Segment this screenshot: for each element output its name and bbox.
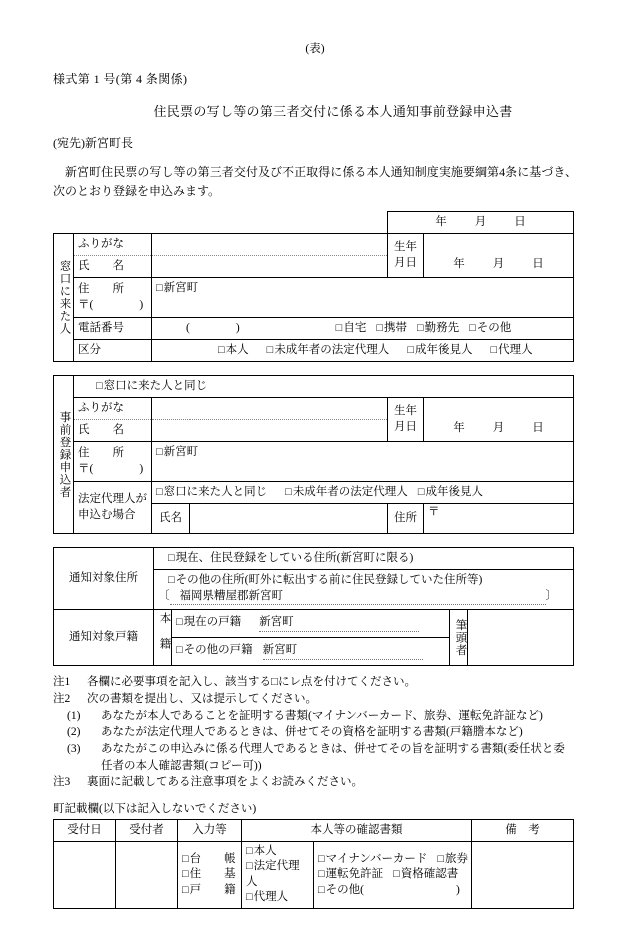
checkbox-agent-minor-legal[interactable] [285,486,293,498]
agent-name-label: 氏名 [152,504,190,534]
birth-month-label: 月 [492,421,505,434]
birthdate-label: 生年 月日 [388,234,424,278]
input-option-jukis: 住 基 [189,868,236,881]
birth-month-label: 月 [492,257,505,270]
target-address-label: 通知対象住所 [54,548,154,610]
remarks-input[interactable] [472,841,574,908]
checkbox-person-agent[interactable] [246,891,254,903]
target-address-current-label: 現在、住民登録をしている住所(新宮町に限る) [175,551,414,564]
agent-options[interactable] [152,482,574,504]
note-2-item-2-key: (2) [67,726,81,739]
furigana-input[interactable] [152,234,388,256]
note-1-text: 各欄に必要事項を記入し、該当する□にレ点を付けてください。 [87,676,416,689]
column-header-receipt-date: 受付日 [54,819,116,841]
column-header-input: 入力等 [178,819,242,841]
note-1 [53,674,577,691]
address-row [54,442,574,482]
checkbox-division-guardian[interactable] [407,344,415,356]
note-2-item-2-text: あなたが法定代理人であるときは、併せてその資格を証明する書類(戸籍謄本など) [101,726,523,739]
checkbox-koseki-current[interactable] [176,616,184,628]
column-header-remarks: 備 考 [472,819,574,841]
agent-name-input[interactable] [190,504,388,534]
koseki-current-label: 現在の戸籍 [183,616,242,629]
note-2-item-1 [53,708,577,725]
division-option-guardian: 成年後見人 [414,343,473,356]
birth-year-label: 年 [453,421,465,434]
table-town-office [53,819,574,909]
person-option-self: 本人 [253,844,277,857]
checkbox-tel-other[interactable] [469,322,477,334]
note-2-item-3 [53,741,577,758]
checkbox-input-koseki[interactable] [182,884,190,896]
telephone-row [54,318,574,340]
checkbox-address-shingu[interactable] [156,446,164,458]
zip-label[interactable]: 〒( ) [78,462,144,475]
name-input[interactable] [152,420,388,442]
koseki-town-current: 新宮町 [259,616,294,629]
town-table-header-row [54,819,574,841]
checkbox-person-self[interactable] [246,845,254,857]
spacer-cell [74,212,152,234]
address-label: 住 所 〒( ) [74,278,152,318]
tel-option-home: 自宅 [343,321,367,334]
division-option-agent: 代理人 [498,343,533,356]
person-option-legal-agent: 法定代理人 [246,860,300,888]
furigana-input[interactable] [152,398,388,420]
telephone-input[interactable] [152,318,574,340]
input-option-daicho: 台 帳 [189,852,236,865]
addressee: (宛先)新宮町長 [53,136,133,150]
agent-zip-mark: 〒 [428,506,440,519]
agent-options-row [54,482,574,504]
checkbox-doc-passport[interactable] [437,853,445,865]
agent-address-label: 住所 [388,504,424,534]
checkbox-division-agent[interactable] [490,344,498,356]
checkbox-doc-mynumber[interactable] [318,853,326,865]
lead-paragraph [53,163,577,200]
person-option-agent: 代理人 [253,891,289,904]
tel-paren: ( ) [186,321,240,334]
checkbox-input-jukis[interactable] [182,868,190,880]
target-address-other-label: その他の住所(町外に転出する前に住民登録していた住所等) [175,574,483,587]
checkbox-tel-mobile[interactable] [376,322,384,334]
target-address-other-cell[interactable] [154,570,574,610]
note-2-item-1-key: (1) [67,709,81,722]
agent-option-guardian: 成年後見人 [425,485,483,498]
division-option-minor-legal: 未成年者の法定代理人 [274,343,390,356]
name-input[interactable] [152,256,388,278]
name-label: 氏 名 [74,420,152,442]
table-registrant [53,375,574,534]
column-header-identity-documents: 本人等の確認書類 [242,819,472,841]
checkbox-doc-other[interactable] [318,884,326,896]
doc-option-drivers-license: 運転免許証 [325,868,384,881]
koseki-other-cell[interactable] [172,638,450,666]
zip-label[interactable]: 〒( ) [78,298,144,311]
note-2-item-3-text: あなたがこの申込みに係る代理人であるときは、併せてその旨を証明する書類(委任状と委 [101,742,565,755]
checkbox-address-shingu[interactable] [156,282,164,294]
form-number: 様式第 1 号(第 4 条関係) [53,72,188,86]
same-as-counter-cell[interactable] [74,376,574,398]
address-town-label: 新宮町 [163,282,199,295]
address-label: 住 所 〒( ) [74,442,152,482]
division-label: 区分 [74,340,152,362]
side-label-counter-person: 窓口に来た人 [54,234,74,362]
birthdate-input[interactable] [424,234,574,278]
doc-option-passport: 旅券 [444,852,468,865]
input-option-koseki: 戸 籍 [189,883,236,896]
checkbox-division-self[interactable] [218,344,226,356]
lead-text: 新宮町住民票の写し等の第三者交付及び不正取得に係る本人通知制度実施要綱第4条に基づき、次のとおり登録を申込みます。 [53,165,577,198]
spacer-cell [152,212,388,234]
checkbox-tel-work[interactable] [417,322,425,334]
note-2-key: 注2 [53,692,71,705]
agent-address-input[interactable] [424,504,574,534]
bracket-close: 〕 [545,589,557,602]
hittousha-label: 筆頭者 [450,610,468,666]
date-day-label: 日 [514,215,526,228]
checkbox-doc-qualification[interactable] [393,868,401,880]
furigana-label: ふりがな [74,234,152,256]
checkbox-person-legal-agent[interactable] [246,860,254,872]
doc-option-qualification: 資格確認書 [400,868,459,881]
receiver-input[interactable] [116,841,178,908]
note-2-text: 次の書類を提出し、又は提示してください。 [87,692,317,705]
target-koseki-label: 通知対象戸籍 [54,610,154,666]
notes-section [53,674,577,791]
table-notification-target [53,547,574,666]
checkbox-input-daicho[interactable] [182,853,190,865]
birthdate-label: 生年 月日 [388,398,424,442]
furigana-row [54,234,574,256]
note-1-key: 注1 [53,676,71,689]
birth-year-label: 年 [453,257,465,270]
same-as-counter-row [54,376,574,398]
agent-option-minor-legal: 未成年者の法定代理人 [292,485,408,498]
telephone-label: 電話番号 [74,318,152,340]
note-3-text: 裏面に記載してある注意事項をよくお読みください。 [87,776,363,789]
note-2-item-3-continuation: 任者の本人確認書類(コピー可)) [101,759,262,772]
same-as-counter-label: 窓口に来た人と同じ [103,379,208,392]
division-options[interactable] [152,340,574,362]
form-page [0,40,630,943]
date-year-label: 年 [435,215,447,228]
front-mark: (表) [305,43,325,55]
koseki-other-label: その他の戸籍 [183,644,253,657]
tel-option-other: その他 [476,321,512,334]
target-address-other-prefix: 福岡県糟屋郡新宮町 [179,589,283,602]
side-label-registrant: 事前登録申込者 [54,376,74,534]
checkbox-target-address-current[interactable] [168,552,176,564]
address-input[interactable] [152,278,574,318]
birth-day-label: 日 [532,421,544,434]
input-type-options[interactable] [178,841,242,908]
receipt-date-input[interactable] [54,841,116,908]
checkbox-doc-drivers-license[interactable] [318,868,326,880]
person-type-options[interactable] [242,841,314,908]
koseki-current-cell[interactable] [172,610,450,638]
spacer-cell [54,212,74,234]
note-3 [53,774,577,791]
doc-option-mynumber: マイナンバーカード [325,852,428,865]
name-label: 氏 名 [74,256,152,278]
koseki-town-other: 新宮町 [262,644,298,657]
checkbox-target-address-other[interactable] [168,574,176,586]
checkbox-agent-same-as-counter[interactable] [156,486,164,498]
agent-case-label: 法定代理人が 申込む場合 [74,482,152,534]
bracket-open: 〔 [158,589,170,602]
note-2 [53,691,577,708]
division-row [54,340,574,362]
hittousha-input[interactable] [468,610,574,666]
note-2-item-3-key: (3) [67,742,81,755]
checkbox-koseki-other[interactable] [176,644,184,656]
note-2-item-2 [53,724,577,741]
note-3-key: 注3 [53,776,71,789]
doc-option-other: その他( ) [325,883,460,896]
tel-option-work: 勤務先 [424,321,460,334]
application-date-cell[interactable] [388,212,574,234]
honseki-label: 本籍 [154,610,172,666]
birth-day-label: 日 [532,257,544,270]
target-address-current-row [54,548,574,570]
address-town-label: 新宮町 [163,446,199,459]
document-type-options[interactable] [314,841,472,908]
koseki-current-row [54,610,574,638]
column-header-receiver: 受付者 [116,819,178,841]
furigana-row [54,398,574,420]
birthdate-input[interactable] [424,398,574,442]
address-row [54,278,574,318]
address-input[interactable] [152,442,574,482]
date-header-row [54,212,574,234]
note-2-item-1-text: あなたが本人であることを証明する書類(マイナンバーカード、旅券、運転免許証など) [101,709,543,722]
agent-option-same: 窓口に来た人と同じ [163,485,268,498]
checkbox-same-as-counter[interactable] [96,380,104,392]
town-section-heading: 町記載欄(以下は記入しないでください) [53,802,257,815]
furigana-label: ふりがな [74,398,152,420]
division-option-self: 本人 [225,343,249,356]
target-address-current-cell[interactable] [154,548,574,570]
page-title: 住民票の写し等の第三者交付に係る本人通知事前登録申込書 [153,104,513,119]
date-month-label: 月 [474,215,487,228]
table-counter-person [53,211,574,362]
tel-option-mobile: 携帯 [383,321,407,334]
town-table-body-row [54,841,574,908]
